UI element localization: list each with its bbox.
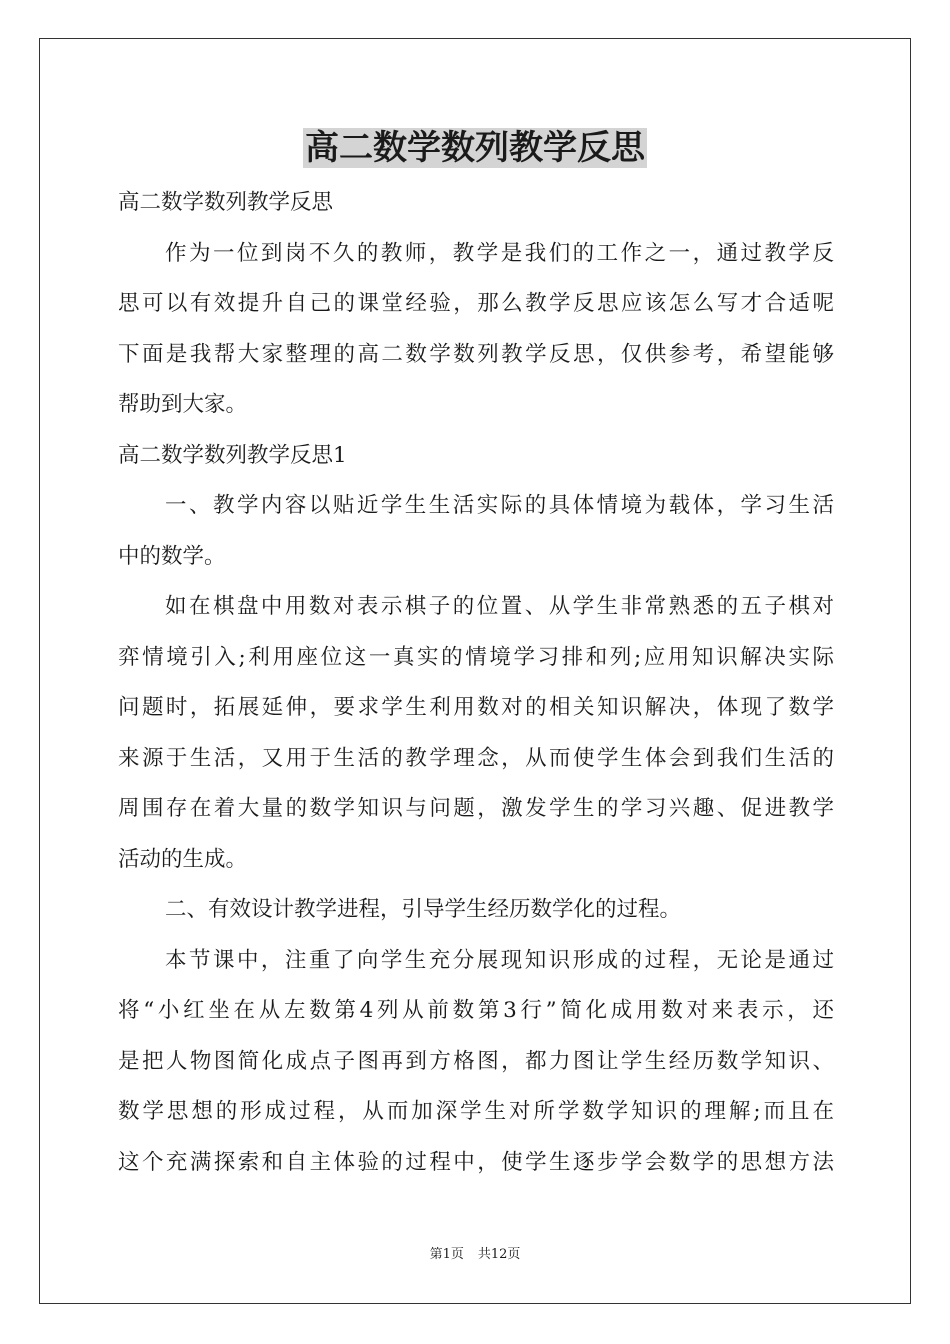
body-line: 高二数学数列教学反思1 xyxy=(118,442,347,468)
body-line: 帮助到大家。 xyxy=(118,392,248,417)
body-line: 下面是我帮大家整理的高二数学数列教学反思，仅供参考，希望能够 xyxy=(118,341,834,367)
body-line: 是把人物图简化成点子图再到方格图，都力图让学生经历数学知识、 xyxy=(118,1048,834,1074)
document-title xyxy=(0,126,950,170)
body-line: 中的数学。 xyxy=(118,543,226,569)
page-number: 第1页 xyxy=(429,1247,464,1262)
body-line: 数学思想的形成过程，从而加深学生对所学数学知识的理解;而且在 xyxy=(118,1099,834,1124)
body-line: 作为一位到岗不久的教师，教学是我们的工作之一，通过教学反 xyxy=(165,240,834,266)
body-line: 高二数学数列教学反思 xyxy=(118,190,334,215)
document-title-text: 高二数学数列教学反思 xyxy=(305,128,645,168)
body-line: 来源于生活，又用于生活的教学理念，从而使学生体会到我们生活的 xyxy=(118,745,834,771)
body-line: 本节课中，注重了向学生充分展现知识形成的过程，无论是通过 xyxy=(165,947,834,973)
body-line: 二、有效设计教学进程，引导学生经历数学化的过程。 xyxy=(165,897,682,922)
body-line: 一、教学内容以贴近学生生活实际的具体情境为载体，学习生活 xyxy=(165,493,834,518)
body-line: 问题时，拓展延伸，要求学生利用数对的相关知识解决，体现了数学 xyxy=(118,695,834,720)
page-total: 共12页 xyxy=(477,1247,521,1262)
body-line: 思可以有效提升自己的课堂经验，那么教学反思应该怎么写才合适呢 xyxy=(118,291,834,316)
body-line: 这个充满探索和自主体验的过程中，使学生逐步学会数学的思想方法 xyxy=(118,1149,834,1175)
body-line: 周围存在着大量的数学知识与问题，激发学生的学习兴趣、促进教学 xyxy=(118,796,834,821)
body-line: 弈情境引入;利用座位这一真实的情境学习排和列;应用知识解决实际 xyxy=(118,644,834,670)
body-line: 将“小红坐在从左数第4列从前数第3行”简化成用数对来表示，还 xyxy=(118,998,834,1023)
page-footer xyxy=(0,1246,950,1264)
body-line: 活动的生成。 xyxy=(118,846,248,872)
body-line: 如在棋盘中用数对表示棋子的位置、从学生非常熟悉的五子棋对 xyxy=(165,594,834,619)
document-body xyxy=(118,178,834,1188)
